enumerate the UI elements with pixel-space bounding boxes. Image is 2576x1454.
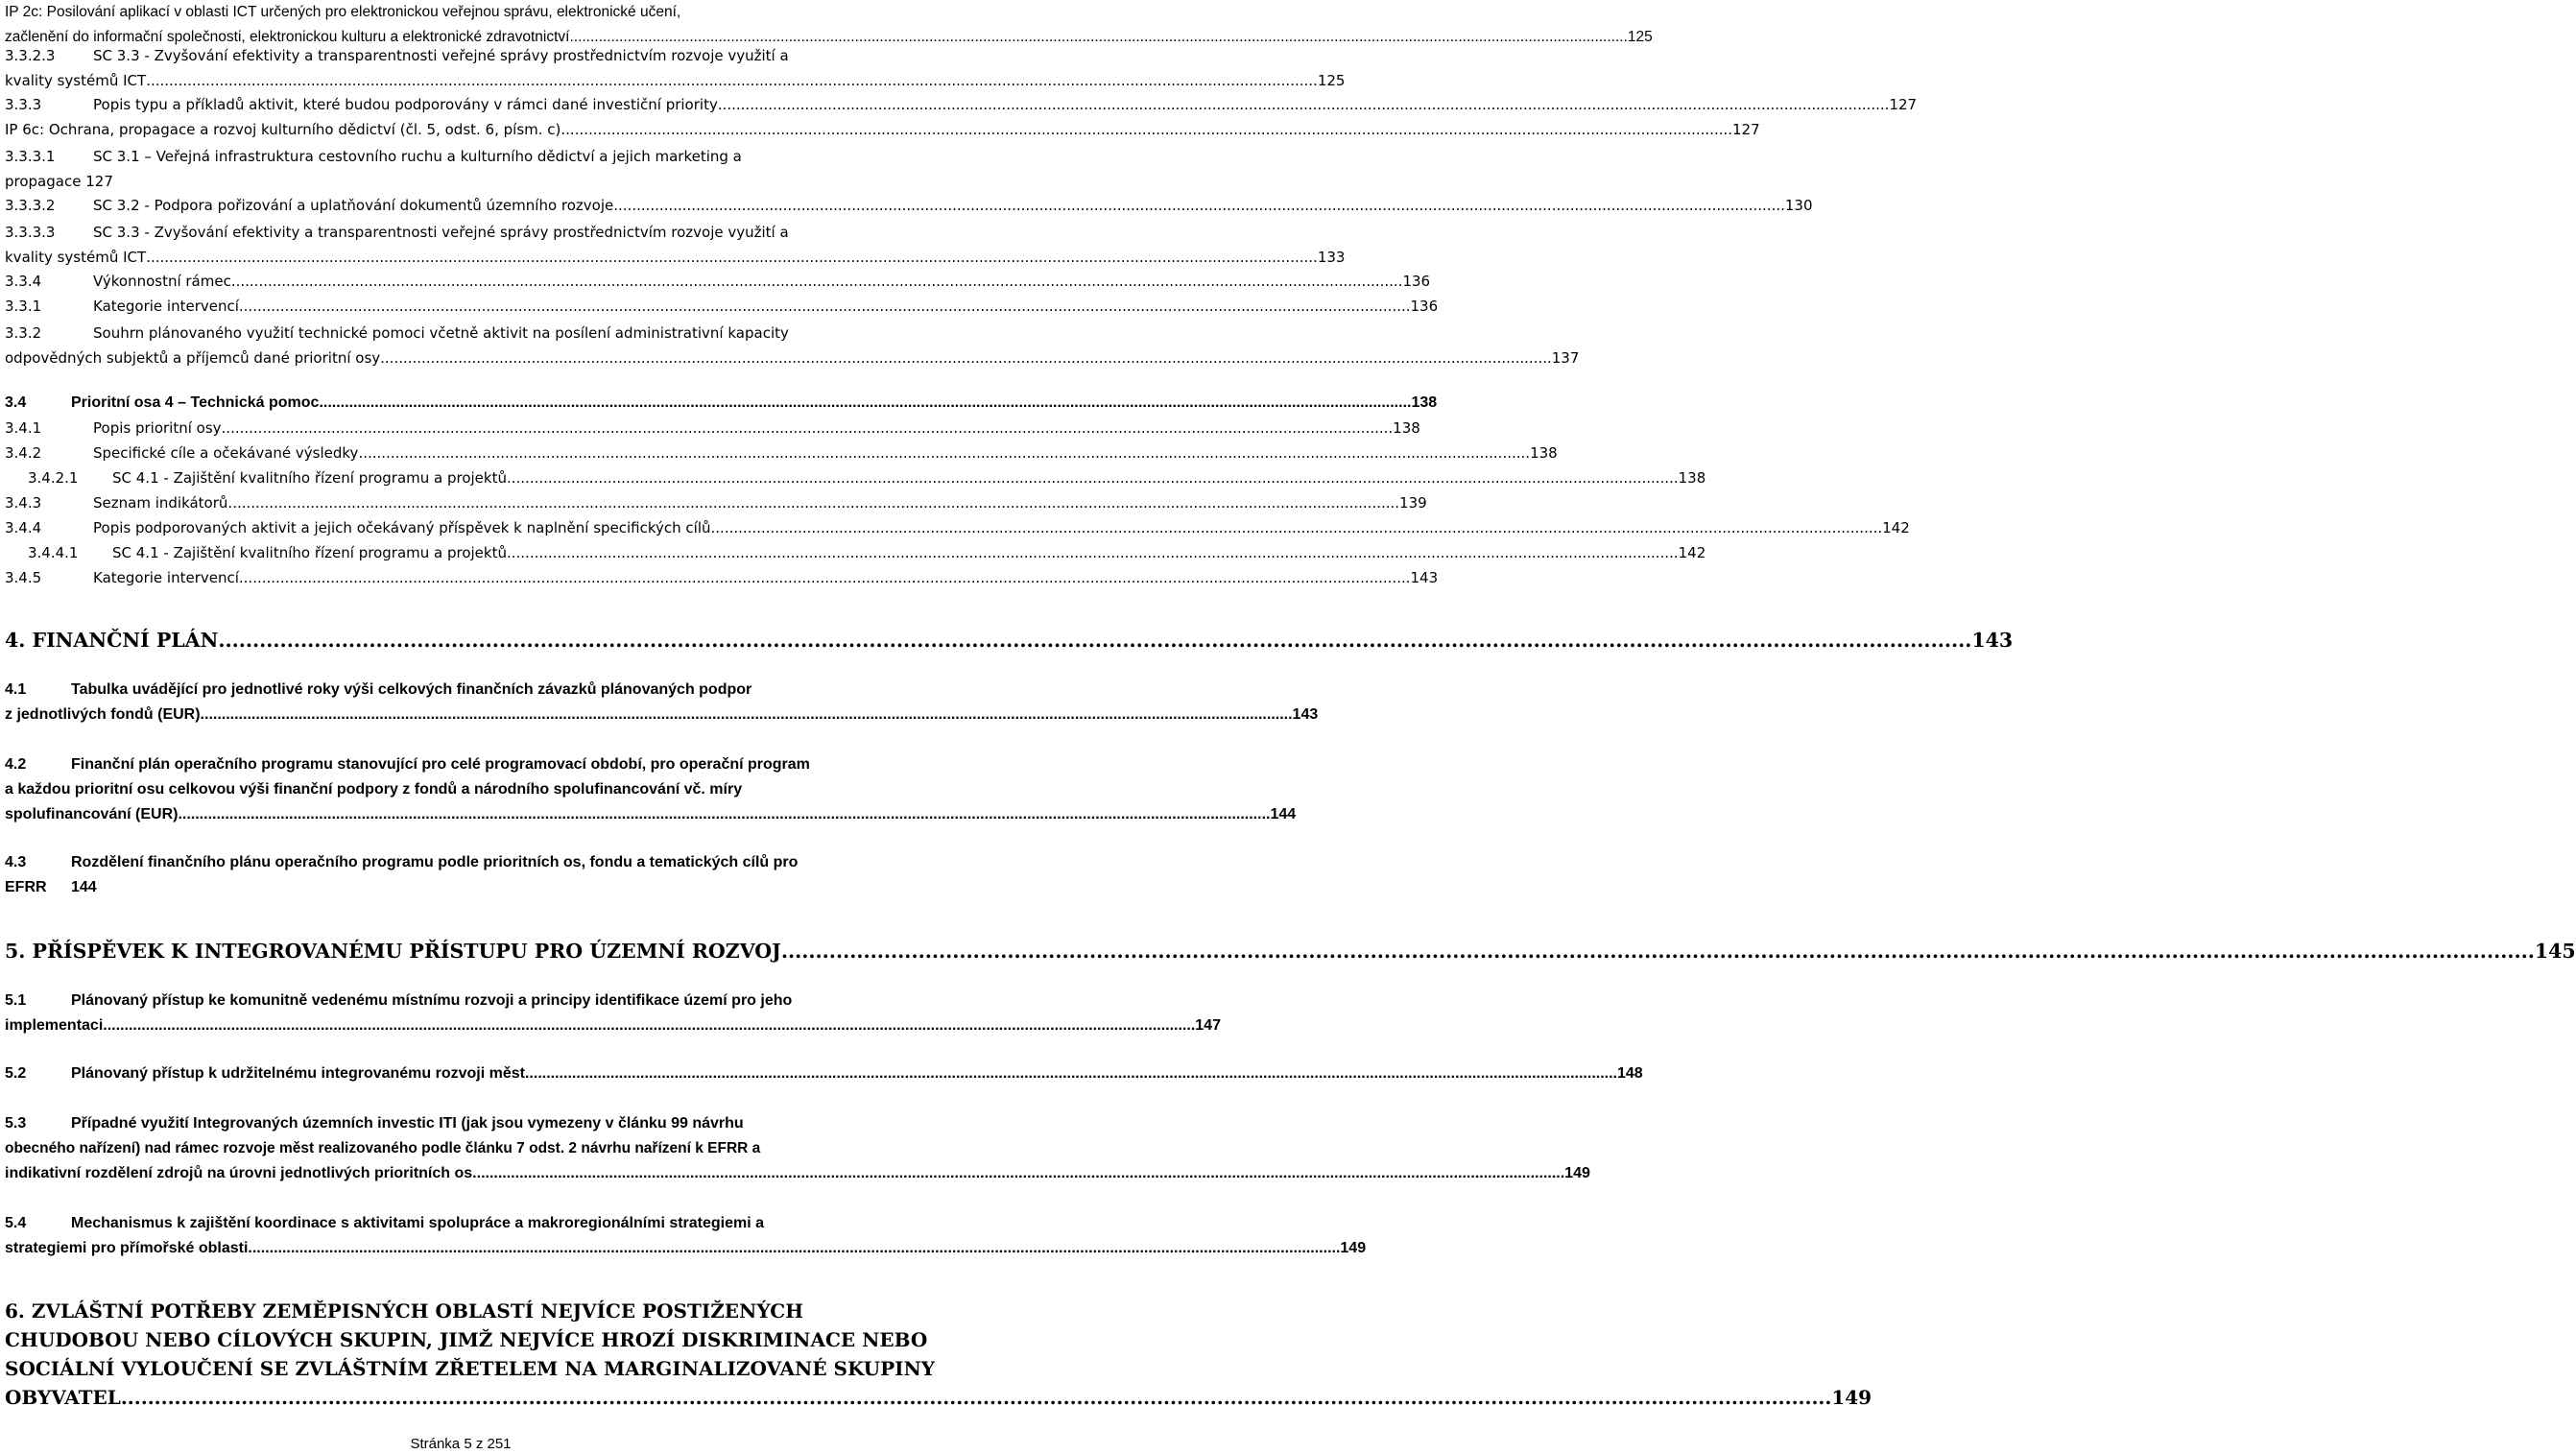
- leader-dots: [613, 195, 1785, 216]
- toc-page-number: 148: [1616, 1065, 1643, 1082]
- toc-chapter-title: SOCIÁLNÍ VYLOUČENÍ SE ZVLÁŠTNÍM ZŘETELEM NA MARGINALIZOVANÉ SKUPINY: [5, 1357, 936, 1380]
- toc-entry-number: 4.1: [5, 681, 27, 698]
- leader-dots: [218, 626, 1971, 655]
- toc-entry-number: 3.3.3.1: [5, 148, 56, 165]
- toc-entry-text: SC 3.1 – Veřejná infrastruktura cestovního ruchu a kulturního dědictví a jejich marketing a: [93, 148, 742, 165]
- toc-page-number: 149: [1564, 1165, 1590, 1181]
- toc-entry-text: Plánovaný přístup ke komunitně vedenému místnímu rozvoji a principy identifikace území pro jeho: [71, 992, 793, 1009]
- toc-page-number: 138: [1530, 444, 1558, 462]
- leader-dots: [718, 94, 1890, 115]
- toc-entry-number: 4.3: [5, 854, 27, 870]
- toc-entry-text: kvality systémů ICT: [5, 72, 147, 89]
- toc-page-number: 130: [1784, 197, 1813, 214]
- toc-page-number: 136: [1410, 298, 1439, 315]
- toc-entry-text: EFRR: [5, 879, 47, 895]
- toc-entry-text: IP 6c: Ochrana, propagace a rozvoj kulturního dědictví (čl. 5, odst. 6, písm. c): [5, 121, 561, 138]
- toc-entry-ip6c[interactable]: [5, 119, 1760, 140]
- toc-entry-text: indikativní rozdělení zdrojů na úrovni jednotlivých prioritních os: [5, 1165, 473, 1181]
- leader-dots: [239, 567, 1411, 588]
- toc-entry-number: 3.4.3: [5, 494, 42, 512]
- toc-entry-number: 3.4.5: [5, 569, 42, 586]
- toc-page-number: 127: [1889, 96, 1918, 113]
- leader-dots: [472, 1161, 1564, 1186]
- toc-page-number: 127: [1732, 121, 1760, 138]
- toc-entry-text: a každou prioritní osu celkovou výši finanční podpory z fondů a národního spolufinancování vč. míry: [5, 781, 743, 798]
- toc-entry-text: Mechanismus k zajištění koordinace s aktivitami spolupráce a makroregionálními strategiemi a: [71, 1215, 765, 1231]
- toc-page-number: 136: [1402, 273, 1431, 290]
- toc-entry-number: 3.3.3.2: [5, 197, 56, 214]
- leader-dots: [507, 542, 1679, 563]
- leader-dots: [178, 802, 1270, 827]
- toc-page-number: 138: [1393, 419, 1420, 437]
- leader-dots: [239, 296, 1411, 317]
- toc-entry-3-3-1[interactable]: [5, 296, 1439, 317]
- toc-entry-number: 3.3.2.3: [5, 47, 56, 64]
- toc-entry-text: Kategorie intervencí: [93, 569, 239, 586]
- toc-page-number: 137: [1551, 349, 1580, 367]
- toc-page-number: 147: [1195, 1017, 1221, 1034]
- leader-dots: [380, 346, 1552, 370]
- toc-page-number: 142: [1678, 544, 1706, 561]
- toc-entry-text: Popis typu a příkladů aktivit, které budou podporovány v rámci dané investiční priority: [93, 96, 718, 113]
- toc-entry-3-3-2-3[interactable]: [5, 43, 1346, 93]
- toc-entry-text: kvality systémů ICT: [5, 249, 147, 266]
- toc-entry-text: obecného nařízení) nad rámec rozvoje měst realizovaného podle článku 7 odst. 2 návrhu nařízení k EFRR a: [5, 1140, 761, 1156]
- toc-entry-number: 4.2: [5, 756, 27, 773]
- leader-dots: [711, 517, 1883, 538]
- toc-entry-3-4-4[interactable]: [5, 517, 1910, 538]
- toc-entry-number: 3.4.2: [5, 444, 42, 462]
- toc-entry-text: odpovědných subjektů a příjemců dané prioritní osy: [5, 349, 381, 367]
- toc-chapter-6[interactable]: [5, 1297, 1872, 1412]
- toc-entry-3-4[interactable]: [5, 393, 1438, 414]
- leader-dots: [146, 68, 1318, 93]
- leader-dots: [231, 271, 1403, 292]
- toc-entry-text: Souhrn plánovaného využití technické pomoci včetně aktivit na posílení administrativní kapacity: [93, 324, 789, 342]
- toc-entry-text: Seznam indikátorů: [93, 494, 228, 512]
- leader-dots: [222, 417, 1394, 439]
- toc-entry-5-2[interactable]: [5, 1063, 1643, 1085]
- toc-entry-3-4-5[interactable]: [5, 567, 1439, 588]
- toc-page-number: 149: [1831, 1386, 1872, 1409]
- toc-chapter-4[interactable]: [5, 626, 2014, 655]
- toc-entry-text: Tabulka uvádějící pro jednotlivé roky výši celkových finančních závazků plánovaných podpor: [71, 681, 752, 698]
- toc-entry-5-3[interactable]: [5, 1111, 1590, 1186]
- toc-entry-3-4-1[interactable]: [5, 417, 1420, 439]
- toc-entry-number: 5.4: [5, 1215, 27, 1231]
- toc-entry-number: 3.3.4: [5, 273, 42, 290]
- toc-page-number: 133: [1317, 249, 1346, 266]
- toc-page-number: 143: [1292, 706, 1319, 723]
- toc-entry-text: začlenění do informační společnosti, elektronickou kulturu a elektronické zdravotnictví: [5, 29, 570, 45]
- toc-entry-text: Případné využití Integrovaných územních investic ITI (jak jsou vymezeny v článku 99 návrhu: [71, 1115, 744, 1132]
- leader-dots: [319, 393, 1411, 414]
- toc-entry-text: SC 3.3 - Zvyšování efektivity a transparentnosti veřejné správy prostřednictvím rozvoje využití a: [93, 224, 789, 241]
- toc-page-number: 143: [1410, 569, 1439, 586]
- page-footer: Stránka 5 z 251: [410, 1436, 512, 1452]
- toc-entry-3-4-4-1[interactable]: [28, 542, 1706, 563]
- toc-entry-4-1[interactable]: [5, 678, 1319, 727]
- leader-dots: [561, 119, 1732, 140]
- toc-entry-text: propagace: [5, 173, 82, 190]
- toc-entry-number: 3.4: [5, 394, 27, 411]
- toc-chapter-title: 6. ZVLÁŠTNÍ POTŘEBY ZEMĚPISNÝCH OBLASTÍ NEJVÍCE POSTIŽENÝCH: [5, 1299, 804, 1323]
- leader-dots: [248, 1236, 1340, 1261]
- toc-entry-5-1[interactable]: [5, 989, 1221, 1038]
- toc-page-number: 149: [1340, 1240, 1367, 1256]
- toc-page-number: 143: [1971, 629, 2014, 652]
- toc-entry-text: SC 3.3 - Zvyšování efektivity a transparentnosti veřejné správy prostřednictvím rozvoje využití a: [93, 47, 789, 64]
- leader-dots: [146, 245, 1318, 270]
- toc-entry-3-4-3[interactable]: [5, 492, 1427, 513]
- toc-page-number: 138: [1678, 469, 1706, 487]
- toc-entry-text: Finanční plán operačního programu stanovující pro celé programovací období, pro operační program: [71, 756, 810, 773]
- toc-entry-text: Prioritní osa 4 – Technická pomoc: [71, 394, 320, 411]
- toc-entry-5-4[interactable]: [5, 1211, 1367, 1261]
- leader-dots: [507, 467, 1679, 489]
- toc-entry-number: 3.4.4: [5, 519, 42, 536]
- toc-entry-text: Rozdělení finančního plánu operačního programu podle prioritních os, fondu a tematických cílů pro: [71, 854, 799, 870]
- toc-page-number: 125: [1317, 72, 1346, 89]
- toc-entry-text: SC 4.1 - Zajištění kvalitního řízení programu a projektů: [112, 469, 507, 487]
- toc-entry-text: Plánovaný přístup k udržitelnému integrovanému rozvoji měst: [71, 1065, 525, 1082]
- toc-entry-number: 3.3.3.3: [5, 224, 56, 241]
- toc-chapter-title: 4. FINANČNÍ PLÁN: [5, 629, 219, 652]
- leader-dots: [121, 1383, 1832, 1412]
- toc-entry-3-3-3-3[interactable]: [5, 220, 1346, 270]
- toc-entry-3-4-2-1[interactable]: [28, 467, 1706, 489]
- toc-entry-3-3-2[interactable]: [5, 321, 1580, 370]
- toc-page-number: 138: [1411, 394, 1438, 411]
- toc-entry-text: spolufinancování (EUR): [5, 806, 179, 822]
- toc-entry-3-3-3[interactable]: [5, 94, 1918, 115]
- leader-dots: [103, 1013, 1195, 1038]
- toc-page-number: 142: [1882, 519, 1910, 536]
- toc-entry-text: implementaci: [5, 1017, 104, 1034]
- toc-entry-3-3-3-1[interactable]: [5, 144, 893, 194]
- toc-chapter-title: OBYVATEL: [5, 1386, 121, 1409]
- leader-dots: [227, 492, 1399, 513]
- toc-entry-number: 3.3.2: [5, 324, 42, 342]
- toc-entry-4-2[interactable]: [5, 752, 1297, 827]
- toc-entry-3-3-3-2[interactable]: [5, 195, 1813, 216]
- toc-entry-text: z jednotlivých fondů (EUR): [5, 706, 201, 723]
- toc-entry-text: Popis prioritní osy: [93, 419, 222, 437]
- toc-entry-text: Popis podporovaných aktivit a jejich očekávaný příspěvek k naplnění specifických cílů: [93, 519, 711, 536]
- leader-dots: [201, 703, 1293, 727]
- toc-entry-number: 3.4.2.1: [28, 469, 79, 487]
- toc-page-number: 145: [2534, 940, 2576, 963]
- toc-chapter-5[interactable]: [5, 937, 2576, 965]
- toc-entry-number: 5.2: [5, 1065, 27, 1082]
- toc-entry-number: 3.3.3: [5, 96, 42, 113]
- leader-dots: [781, 937, 2535, 965]
- toc-entry-text: Výkonnostní rámec: [93, 273, 231, 290]
- leader-dots: [358, 442, 1530, 464]
- toc-chapter-title: CHUDOBOU NEBO CÍLOVÝCH SKUPIN, JIMŽ NEJVÍCE HROZÍ DISKRIMINACE NEBO: [5, 1328, 928, 1351]
- toc-entry-text: SC 3.2 - Podpora pořizování a uplatňování dokumentů územního rozvoje: [93, 197, 614, 214]
- toc-page-number: 144: [71, 879, 97, 895]
- toc-page-number: 127: [85, 173, 113, 190]
- toc-chapter-title: 5. PŘÍSPĚVEK K INTEGROVANÉMU PŘÍSTUPU PRO ÚZEMNÍ ROZVOJ: [5, 940, 781, 963]
- toc-entry-3-3-4[interactable]: [5, 271, 1431, 292]
- toc-entry-4-3[interactable]: [5, 850, 893, 900]
- toc-entry-3-4-2[interactable]: [5, 442, 1558, 464]
- toc-entry-number: 3.4.1: [5, 419, 42, 437]
- toc-entry-number: 5.3: [5, 1115, 27, 1132]
- toc-entry-number: 3.3.1: [5, 298, 42, 315]
- toc-page-number: 144: [1270, 806, 1297, 822]
- toc-entry-number: 3.4.4.1: [28, 544, 79, 561]
- toc-page-number: 125: [1627, 29, 1653, 45]
- toc-entry-text: Specifické cíle a očekávané výsledky: [93, 444, 359, 462]
- toc-entry-number: 5.1: [5, 992, 27, 1009]
- toc-entry-text: SC 4.1 - Zajištění kvalitního řízení programu a projektů: [112, 544, 507, 561]
- toc-entry-text: IP 2c: Posilování aplikací v oblasti ICT určených pro elektronickou veřejnou správu, elektronické učení,: [5, 4, 681, 20]
- leader-dots: [525, 1063, 1617, 1085]
- toc-entry-text: Kategorie intervencí: [93, 298, 239, 315]
- toc-entry-text: strategiemi pro přímořské oblasti: [5, 1240, 249, 1256]
- toc-page-number: 139: [1399, 494, 1427, 512]
